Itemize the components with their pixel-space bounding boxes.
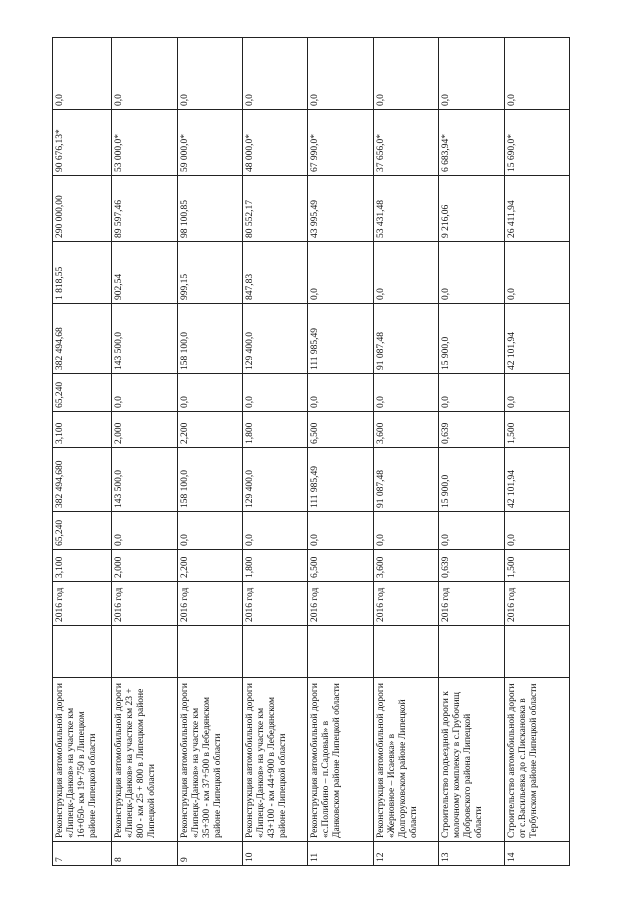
value-cell-4: 0,0 bbox=[504, 374, 569, 412]
table-row bbox=[308, 38, 373, 866]
length-cell: 6,500 bbox=[308, 550, 373, 582]
year-cell: 2016 год bbox=[53, 582, 112, 626]
value-cell-7: 26 411,94 bbox=[504, 176, 569, 242]
value-cell-5: 15 900,0 bbox=[439, 304, 504, 374]
row-number-cell: 13 bbox=[439, 842, 504, 866]
value-cell-6: 999,15 bbox=[177, 242, 242, 304]
row-number-cell: 14 bbox=[504, 842, 569, 866]
project-name-cell: Строительство автомобильной дороги от с.Васильевка до с.Пискановка в Тербунском районе Липецкой области bbox=[504, 678, 569, 842]
value-cell-7: 98 100,85 bbox=[177, 176, 242, 242]
value-cell-3: 1,500 bbox=[504, 412, 569, 448]
value-cell-3: 0,639 bbox=[439, 412, 504, 448]
project-name-cell: Строительство подъездной дороги к молочному комплексу в с.Грубочищ Добровского района Липецкой области bbox=[439, 678, 504, 842]
value-cell-1: 0,0 bbox=[439, 512, 504, 550]
value-cell-3: 1,800 bbox=[242, 412, 307, 448]
value-cell-7: 89 597,46 bbox=[112, 176, 177, 242]
length-cell: 3,100 bbox=[53, 550, 112, 582]
empty-cell bbox=[53, 626, 112, 678]
value-cell-2: 15 900,0 bbox=[439, 448, 504, 512]
value-cell-8: 53 000,0* bbox=[112, 110, 177, 176]
project-name-cell: Реконструкция автомобильной дороги «Липецк-Данков» на участке км 23 + 800 - км 25 + 800 в Липецком районе Липецкой области bbox=[112, 678, 177, 842]
value-cell-4: 0,0 bbox=[439, 374, 504, 412]
empty-cell bbox=[112, 626, 177, 678]
row-number-cell: 12 bbox=[373, 842, 438, 866]
value-cell-6: 0,0 bbox=[439, 242, 504, 304]
length-cell: 1,500 bbox=[504, 550, 569, 582]
value-cell-7: 9 216,06 bbox=[439, 176, 504, 242]
year-cell: 2016 год bbox=[308, 582, 373, 626]
value-cell-9: 0,0 bbox=[177, 38, 242, 110]
value-cell-2: 129 400,0 bbox=[242, 448, 307, 512]
year-cell: 2016 год bbox=[112, 582, 177, 626]
empty-cell bbox=[308, 626, 373, 678]
value-cell-7: 80 552,17 bbox=[242, 176, 307, 242]
year-cell: 2016 год bbox=[373, 582, 438, 626]
value-cell-1: 65,240 bbox=[53, 512, 112, 550]
row-number-cell: 11 bbox=[308, 842, 373, 866]
row-number-cell: 7 bbox=[53, 842, 112, 866]
value-cell-2: 111 985,49 bbox=[308, 448, 373, 512]
table-row bbox=[242, 38, 307, 866]
value-cell-9: 0,0 bbox=[504, 38, 569, 110]
value-cell-5: 382 494,68 bbox=[53, 304, 112, 374]
value-cell-3: 2,200 bbox=[177, 412, 242, 448]
value-cell-5: 129 400,0 bbox=[242, 304, 307, 374]
empty-cell bbox=[242, 626, 307, 678]
length-cell: 3,600 bbox=[373, 550, 438, 582]
length-cell: 0,639 bbox=[439, 550, 504, 582]
value-cell-8: 90 676,13* bbox=[53, 110, 112, 176]
value-cell-2: 91 087,48 bbox=[373, 448, 438, 512]
value-cell-9: 0,0 bbox=[242, 38, 307, 110]
value-cell-2: 143 500,0 bbox=[112, 448, 177, 512]
value-cell-4: 0,0 bbox=[308, 374, 373, 412]
value-cell-6: 0,0 bbox=[308, 242, 373, 304]
length-cell: 2,000 bbox=[112, 550, 177, 582]
value-cell-6: 0,0 bbox=[504, 242, 569, 304]
value-cell-4: 0,0 bbox=[242, 374, 307, 412]
value-cell-9: 0,0 bbox=[439, 38, 504, 110]
value-cell-5: 91 087,48 bbox=[373, 304, 438, 374]
row-number-cell: 9 bbox=[177, 842, 242, 866]
empty-cell bbox=[439, 626, 504, 678]
road-projects-table bbox=[52, 37, 570, 866]
value-cell-6: 0,0 bbox=[373, 242, 438, 304]
value-cell-5: 158 100,0 bbox=[177, 304, 242, 374]
table-row bbox=[439, 38, 504, 866]
year-cell: 2016 год bbox=[177, 582, 242, 626]
project-name-cell: Реконструкция автомобильной дороги «с.Полибино – п.Садовый» в Данковском районе Липецкой области bbox=[308, 678, 373, 842]
value-cell-8: 6 683,94* bbox=[439, 110, 504, 176]
value-cell-8: 37 656,0* bbox=[373, 110, 438, 176]
row-number-cell: 10 bbox=[242, 842, 307, 866]
value-cell-3: 6,500 bbox=[308, 412, 373, 448]
value-cell-2: 42 101,94 bbox=[504, 448, 569, 512]
value-cell-4: 0,0 bbox=[112, 374, 177, 412]
table-row bbox=[177, 38, 242, 866]
value-cell-8: 59 000,0* bbox=[177, 110, 242, 176]
length-cell: 1,800 bbox=[242, 550, 307, 582]
value-cell-8: 48 000,0* bbox=[242, 110, 307, 176]
value-cell-1: 0,0 bbox=[177, 512, 242, 550]
table-row bbox=[373, 38, 438, 866]
value-cell-9: 0,0 bbox=[373, 38, 438, 110]
value-cell-4: 0,0 bbox=[177, 374, 242, 412]
table-row bbox=[504, 38, 569, 866]
table-body bbox=[53, 38, 570, 866]
value-cell-5: 42 101,94 bbox=[504, 304, 569, 374]
value-cell-3: 3,100 bbox=[53, 412, 112, 448]
year-cell: 2016 год bbox=[439, 582, 504, 626]
value-cell-3: 3,600 bbox=[373, 412, 438, 448]
value-cell-8: 67 990,0* bbox=[308, 110, 373, 176]
value-cell-4: 65,240 bbox=[53, 374, 112, 412]
value-cell-6: 902,54 bbox=[112, 242, 177, 304]
value-cell-7: 53 431,48 bbox=[373, 176, 438, 242]
row-number-cell: 8 bbox=[112, 842, 177, 866]
value-cell-1: 0,0 bbox=[308, 512, 373, 550]
value-cell-7: 290 000,00 bbox=[53, 176, 112, 242]
value-cell-8: 15 690,0* bbox=[504, 110, 569, 176]
value-cell-7: 43 995,49 bbox=[308, 176, 373, 242]
rotated-table-page bbox=[52, 38, 570, 866]
empty-cell bbox=[373, 626, 438, 678]
project-name-cell: Реконструкция автомобильной дороги «Липецк-Данков» на участке км 16+050- км 19+750 в Липецком районе Липецкой области bbox=[53, 678, 112, 842]
value-cell-4: 0,0 bbox=[373, 374, 438, 412]
table-row bbox=[112, 38, 177, 866]
value-cell-2: 382 494,680 bbox=[53, 448, 112, 512]
table-row bbox=[53, 38, 112, 866]
project-name-cell: Реконструкция автомобильной дороги «Жерновное – Исаевка» в Долгоруковском районе Липецкой области bbox=[373, 678, 438, 842]
value-cell-9: 0,0 bbox=[53, 38, 112, 110]
value-cell-9: 0,0 bbox=[112, 38, 177, 110]
value-cell-3: 2,000 bbox=[112, 412, 177, 448]
empty-cell bbox=[177, 626, 242, 678]
value-cell-9: 0,0 bbox=[308, 38, 373, 110]
value-cell-6: 847,83 bbox=[242, 242, 307, 304]
value-cell-1: 0,0 bbox=[504, 512, 569, 550]
value-cell-5: 111 985,49 bbox=[308, 304, 373, 374]
value-cell-5: 143 500,0 bbox=[112, 304, 177, 374]
length-cell: 2,200 bbox=[177, 550, 242, 582]
value-cell-1: 0,0 bbox=[242, 512, 307, 550]
year-cell: 2016 год bbox=[504, 582, 569, 626]
value-cell-6: 1 818,55 bbox=[53, 242, 112, 304]
value-cell-1: 0,0 bbox=[373, 512, 438, 550]
empty-cell bbox=[504, 626, 569, 678]
value-cell-2: 158 100,0 bbox=[177, 448, 242, 512]
value-cell-1: 0,0 bbox=[112, 512, 177, 550]
project-name-cell: Реконструкция автомобильной дороги «Липецк-Данков» на участке км 35+300 - км 37+500 в Лебедянском районе Липецкой области bbox=[177, 678, 242, 842]
year-cell: 2016 год bbox=[242, 582, 307, 626]
project-name-cell: Реконструкция автомобильной дороги «Липецк-Данков» на участке км 43+100 - км 44+900 в Лебедянском районе Липецкой области bbox=[242, 678, 307, 842]
